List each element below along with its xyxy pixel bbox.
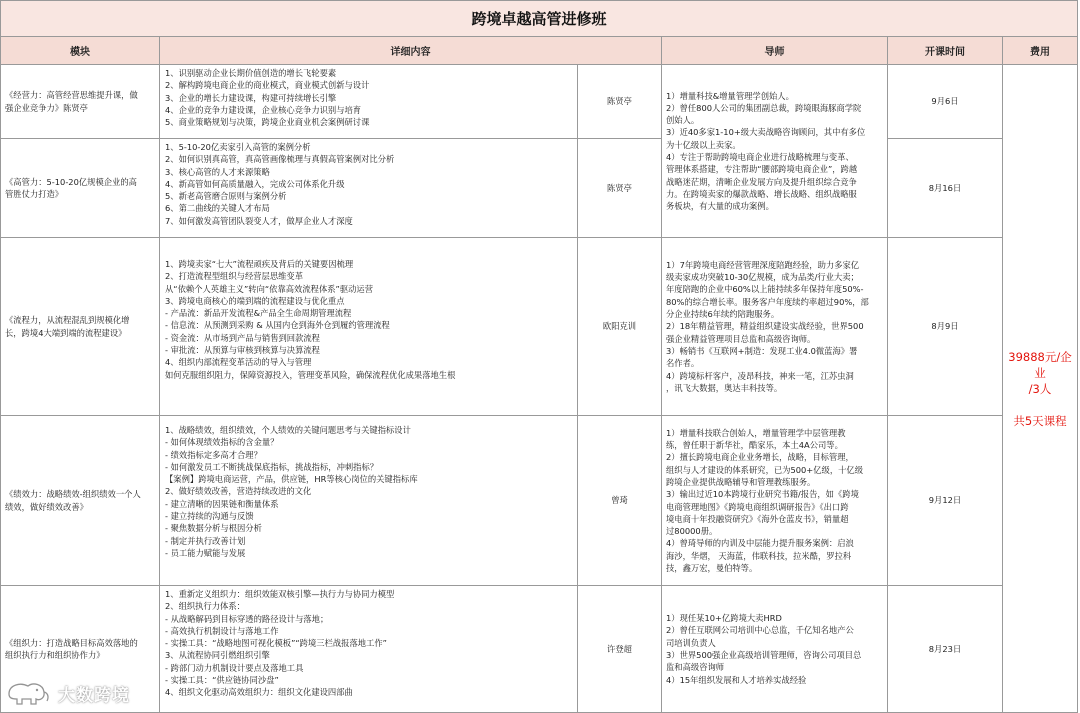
module-title-line: 《高管力：5-10-20亿规模企业的高	[5, 176, 137, 187]
bio-line: 过80000册。	[666, 526, 718, 537]
watermark-text: 大数跨境	[58, 685, 130, 706]
detail-line: 3、跨境电商核心的端到端的流程建设与优化重点	[165, 295, 345, 306]
detail-line: 4、组织内部流程变革活动的导入与管理	[165, 357, 312, 368]
detail-line: 1、战略绩效，组织绩效，个人绩效的关键问题思考与关键指标设计	[165, 425, 411, 435]
module-title-line: 《组织力：打造战略目标高效落地的	[5, 637, 138, 648]
bio-line: 4）专注于帮助跨境电商企业进行战略梳理与变革、	[666, 152, 854, 162]
detail-line: - 建立清晰的因果链和衡量体系	[165, 498, 279, 509]
detail-line: 4、企业的竞争力建设课，企业核心竞争力识别与培育	[165, 104, 362, 115]
sheet-title: 跨境卓越高管进修班	[0, 0, 1078, 37]
detail-line: - 制定并执行改善计划	[165, 535, 246, 546]
mentor-cell: 陈贤亭	[577, 139, 662, 238]
module-cell	[0, 65, 160, 139]
detail-line: 1、识别驱动企业长期价值创造的增长飞轮要素	[165, 68, 337, 78]
detail-line: 5、商业策略规划与决策，跨境企业商业机会案例研讨课	[165, 117, 370, 128]
header-details: 详细内容	[159, 37, 662, 65]
bio-line: 监和高级咨询师	[666, 662, 725, 673]
bio-line: 1）增量科技联合创始人，增量管理学中层管理教	[666, 427, 846, 438]
detail-line: 【案例】跨境电商运营，产品，供应链，HR等核心岗位的关键指标库	[165, 474, 418, 485]
bio-line: 名作者。	[666, 358, 700, 369]
mentor-bio-cell	[661, 238, 888, 416]
fee-cell	[1002, 65, 1078, 713]
bio-line: 3）输出过近10本跨境行业研究书籍/报告，如《跨境	[666, 489, 859, 500]
detail-line: 2、如何识别真高管，真高管画像梳理与真假高管案例对比分析	[165, 154, 395, 165]
mentor-bio-cell	[661, 65, 888, 238]
detail-line: 5、新老高管磨合原则与案例分析	[165, 191, 287, 202]
detail-line: - 实操工具：“供应链协同沙盘”	[165, 675, 279, 686]
module-title-line: 《经营力：高管经营思维提升课，做	[5, 90, 138, 101]
header-mentor: 导师	[661, 37, 888, 65]
module-cell	[0, 139, 160, 238]
bio-line: 级卖家成功突破10-30亿规模，成为品类/行业大卖；	[666, 272, 859, 283]
bio-line: 4）15年组织发展和人才培养实战经验	[666, 674, 807, 685]
module-title-line: 强企业竞争力》陈贤亭	[5, 102, 88, 113]
mentor-bio-cell	[661, 586, 888, 713]
detail-line: - 实操工具：“战略地图可视化模板”“跨境三栏战报落地工作”	[165, 638, 387, 649]
mentor-cell: 许登超	[577, 586, 662, 713]
date-cell: 9月12日	[887, 416, 1003, 586]
detail-line: - 聚焦数据分析与根因分析	[165, 523, 262, 534]
bio-line: 力。在跨境卖家的爆款战略、增长战略、组织战略服	[666, 188, 857, 199]
fee-price-line: /3人	[1028, 381, 1052, 396]
fee-price-line: 39888元/企业	[1008, 349, 1072, 380]
bio-line: 境电商十年投融资研究》《海外仓蓝皮书》，销量超	[666, 513, 849, 524]
detail-line: 4、组织文化驱动高效组织力：组织文化建设四部曲	[165, 687, 353, 698]
detail-line: 2、做好绩效改善，营造持续改进的文化	[165, 486, 312, 497]
header-module: 模块	[0, 37, 160, 65]
bio-line: 为十亿级以上卖家。	[666, 139, 741, 150]
header-fee: 费用	[1002, 37, 1078, 65]
bio-line: 2）擅长跨境电商企业业务增长，战略，目标管理，	[666, 452, 854, 463]
detail-line: 6、第二曲线的关键人才布局	[165, 203, 270, 214]
detail-line: 1、重新定义组织力：组织效能双核引擎—执行力与协同力模型	[165, 589, 395, 599]
bio-line: 管理体系搭建，专注帮助“腰部跨境电商企业”，跨越	[666, 164, 858, 175]
module-title-line: 长，跨境4大端到端的流程建设》	[5, 327, 127, 338]
bio-line: 强企业精益管理项目总监和高级咨询师。	[666, 333, 816, 344]
detail-line: 3、企业的增长力建设课，构建可持续增长引擎	[165, 92, 337, 103]
bio-line: 2）曾任800人公司的集团副总裁，跨境眼海豚商学院	[666, 102, 862, 113]
watermark	[6, 680, 130, 706]
detail-line: 4、新高管如何高质量融入，完成公司体系化升级	[165, 178, 345, 189]
detail-line: - 建立持续的沟通与反馈	[165, 511, 254, 522]
detail-line: 2、组织执行力体系：	[165, 601, 245, 612]
bio-line: 练，曾任职于新华社，酷家乐，本土4A公司等。	[666, 440, 843, 451]
bio-line: 跨境企业提供战略辅导和管理教练服务。	[666, 476, 816, 487]
detail-line: - 信息流：从预测到采购 & 从国内仓到海外仓到履约管理流程	[165, 320, 390, 331]
details-cell	[159, 238, 578, 416]
bio-line: 年度陪跑的企业中60%以上能持续多年保持年度50%-	[666, 284, 864, 295]
mentor-cell: 曾琦	[577, 416, 662, 586]
detail-line: - 资金流：从市场到产品与销售到回款流程	[165, 332, 320, 343]
bio-line: 1）增量科技&增量管理学创始人。	[666, 90, 794, 101]
bio-line: 战略迷茫期，清晰企业发展方向及提升组织综合竞争	[666, 176, 857, 187]
module-title-line: 绩效，做好绩效改善》	[5, 501, 88, 512]
detail-line: - 从战略解码到目标穿透的路径设计与落地；	[165, 613, 329, 624]
detail-line: - 高效执行机制设计与落地工作	[165, 625, 279, 636]
detail-line: - 跨部门动力机制设计要点及落地工具	[165, 662, 304, 673]
detail-line: - 员工能力赋能与发展	[165, 547, 246, 558]
bio-line: 3）世界500强企业高级培训管理师，咨询公司项目总	[666, 650, 862, 660]
bio-line: 1）7年跨境电商经营管理深度陪跑经验，助力多家亿	[666, 259, 860, 270]
module-cell	[0, 238, 160, 416]
bio-line: 创始人。	[666, 115, 700, 126]
bio-line: ，讯飞大数据，奥达丰科技等。	[666, 382, 783, 393]
detail-line: 3、核心高管的人才来源策略	[165, 166, 270, 177]
bio-line: 组织与人才建设的体系研究，已为500+亿级，十亿级	[666, 464, 864, 475]
mentor-bio-cell	[661, 416, 888, 586]
detail-line: 7、如何激发高管团队裂变人才，做厚企业人才深度	[165, 215, 353, 226]
bio-line: 2）18年精益管理，精益组织建设实战经验，世界500	[666, 321, 864, 332]
bio-line: 3）近40多家1-10+级大卖战略咨询顾问，其中有多位	[666, 127, 866, 138]
detail-line: 从“依赖个人英雄主义”转向“依靠高效流程体系”驱动运营	[165, 283, 374, 294]
detail-line: 2、解构跨境电商企业的商业模式，商业模式创新与设计	[165, 80, 370, 91]
module-title-line: 《流程力，从流程混乱到规模化增	[5, 315, 130, 326]
details-cell	[159, 586, 578, 713]
bio-line: 80%的综合增长率。服务客户年度续约率超过90%，部	[666, 296, 869, 307]
details-cell	[159, 65, 578, 139]
date-cell: 8月9日	[887, 238, 1003, 416]
bio-line: 务板块，有大量的成功案例。	[666, 201, 774, 212]
header-date: 开课时间	[887, 37, 1003, 65]
detail-line: - 审批流：从预算与审核到核算与决算流程	[165, 345, 320, 356]
module-title-line: 组织执行力和组织协作力》	[5, 650, 105, 660]
bio-line: 4）曾琦导师的内训及中层能力提升服务案例：启浪	[666, 538, 854, 549]
bio-line: 海沙，华熠， 天海蓝，伟联科技，拉米酷，罗拉科	[666, 550, 852, 561]
date-cell: 8月23日	[887, 586, 1003, 713]
bio-line: 2）曾任互联网公司培训中心总监，千亿知名地产公	[666, 625, 854, 636]
bio-line: 3）畅销书《互联网+制造：发现工业4.0微蓝海》署	[666, 345, 858, 356]
detail-line: 1、5-10-20亿卖家引入高管的案例分析	[165, 142, 311, 152]
detail-line: 1、跨境卖家“七大”流程顽疾及背后的关键要因梳理	[165, 259, 354, 269]
detail-line: 如何克服组织阻力，保障资源投入，管理变革风险，确保流程优化成果落地生根	[165, 369, 456, 380]
detail-line: - 绩效指标定多高才合理？	[165, 449, 262, 460]
detail-line: 3、从流程协同引燃组织引擎	[165, 650, 270, 661]
mentor-cell: 陈贤亭	[577, 65, 662, 139]
bio-line: 技，鑫万宏，曼伯特等。	[666, 562, 758, 573]
detail-line: 2、打造流程型组织与经营层思维变革	[165, 271, 304, 282]
bio-line: 1）现任某10+亿跨境大卖HRD	[666, 613, 782, 624]
bio-line: 分企业持续6年续约陪跑服务。	[666, 309, 780, 320]
details-cell	[159, 416, 578, 586]
detail-line: - 产品流：新品开发流程&产品全生命周期管理流程	[165, 308, 352, 319]
detail-line: - 如何激发员工不断挑战保底指标，挑战指标，冲刺指标？	[165, 461, 379, 472]
date-cell: 9月6日	[887, 65, 1003, 139]
details-cell	[159, 139, 578, 238]
detail-line: - 如何体现绩效指标的含金量？	[165, 437, 279, 448]
elephant-logo-icon	[6, 680, 52, 706]
mentor-cell: 欧阳克训	[577, 238, 662, 416]
module-cell	[0, 416, 160, 586]
bio-line: 司培训负责人	[666, 637, 716, 648]
module-title-line: 《绩效力：战略绩效-组织绩效一个人	[5, 489, 141, 500]
module-title-line: 管胜仗力打造》	[5, 189, 64, 199]
bio-line: 电商管理地图》《跨境电商组织调研报告》《出口跨	[666, 501, 849, 512]
date-cell: 8月16日	[887, 139, 1003, 238]
fee-duration: 共5天课程	[1013, 413, 1067, 428]
bio-line: 4）跨境标杆客户，凌昂科技，神来一笔，江苏虫洞	[666, 370, 854, 381]
